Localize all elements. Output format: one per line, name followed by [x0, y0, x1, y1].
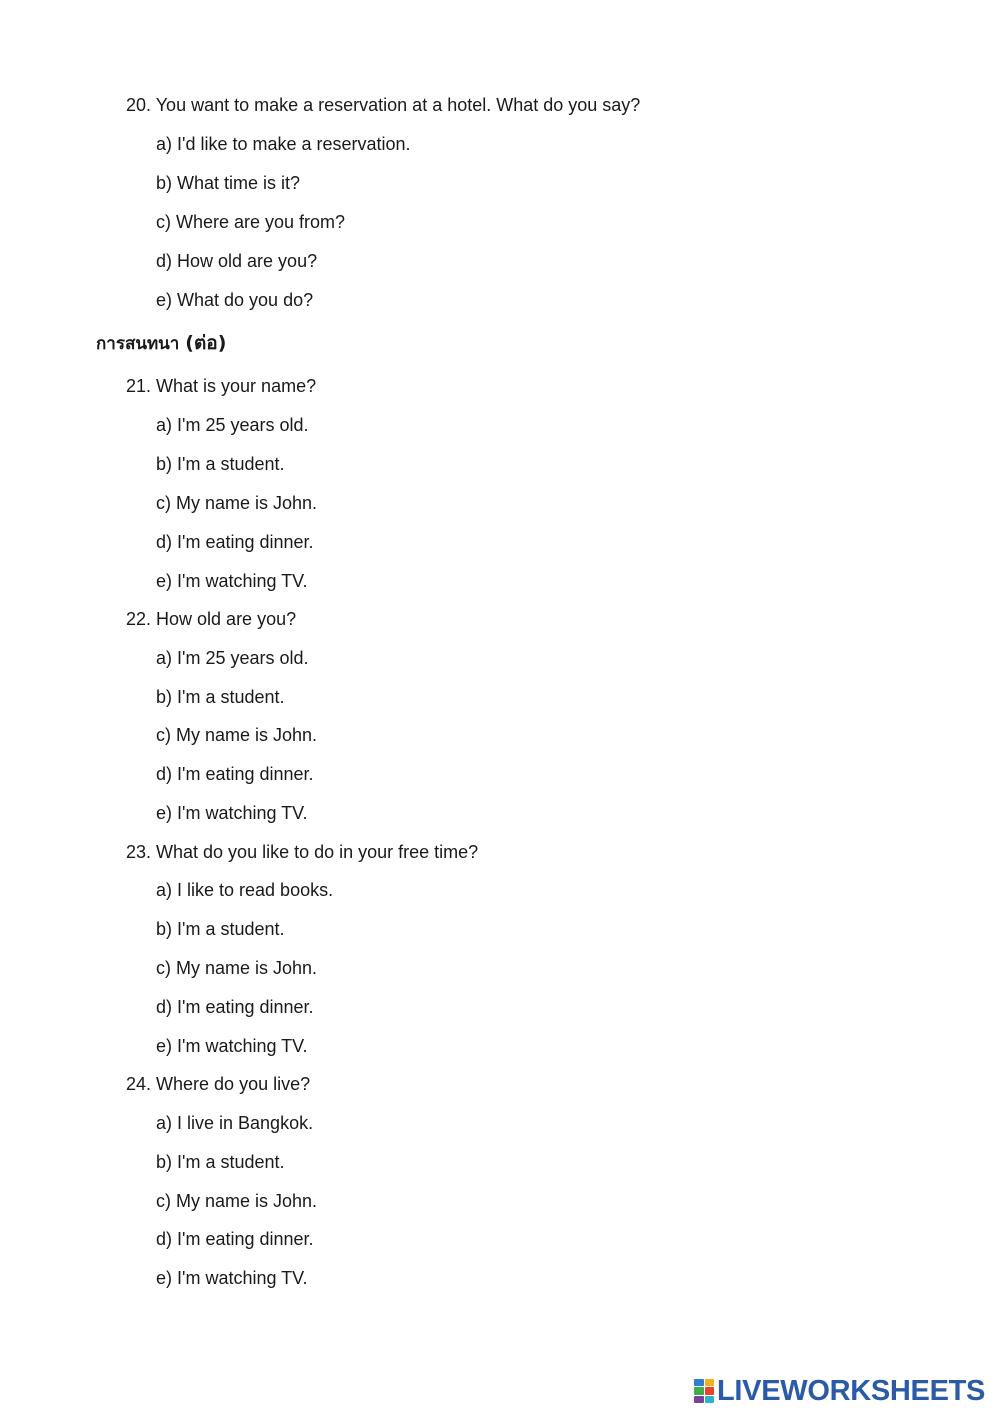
question-21-option-b[interactable]: b) I'm a student.: [156, 454, 285, 474]
question-23-option-e[interactable]: e) I'm watching TV.: [156, 1036, 308, 1056]
question-21-option-a[interactable]: a) I'm 25 years old.: [156, 415, 309, 435]
question-21-option-c[interactable]: c) My name is John.: [156, 493, 318, 513]
question-21-option-d[interactable]: d) I'm eating dinner.: [156, 532, 314, 552]
question-24-option-a[interactable]: a) I live in Bangkok.: [156, 1113, 314, 1133]
liveworksheets-logo-icon: [694, 1379, 714, 1403]
question-23-option-c[interactable]: c) My name is John.: [156, 958, 318, 978]
question-23: 23. What do you like to do in your free time?: [126, 842, 479, 862]
question-20-option-c[interactable]: c) Where are you from?: [156, 212, 346, 232]
section-heading-suffix: (ต่อ): [185, 332, 227, 354]
question-22-option-d[interactable]: d) I'm eating dinner.: [156, 764, 314, 784]
question-20: 20. You want to make a reservation at a hotel. What do you say?: [126, 95, 641, 115]
section-heading-text: การสนทนา: [96, 334, 180, 354]
question-20-option-e[interactable]: e) What do you do?: [156, 290, 314, 310]
question-22-option-e[interactable]: e) I'm watching TV.: [156, 803, 308, 823]
question-20-option-b[interactable]: b) What time is it?: [156, 173, 301, 193]
question-20-option-a[interactable]: a) I'd like to make a reservation.: [156, 134, 411, 154]
question-24-option-e[interactable]: e) I'm watching TV.: [156, 1268, 308, 1288]
question-23-option-b[interactable]: b) I'm a student.: [156, 919, 285, 939]
question-22: 22. How old are you?: [126, 609, 297, 629]
question-20-option-d[interactable]: d) How old are you?: [156, 251, 318, 271]
question-24-option-b[interactable]: b) I'm a student.: [156, 1152, 285, 1172]
liveworksheets-brand: [694, 1376, 985, 1406]
question-23-option-d[interactable]: d) I'm eating dinner.: [156, 997, 314, 1017]
question-23-option-a[interactable]: a) I like to read books.: [156, 880, 334, 900]
section-heading: [96, 331, 226, 356]
question-22-option-b[interactable]: b) I'm a student.: [156, 687, 285, 707]
question-24: 24. Where do you live?: [126, 1074, 311, 1094]
question-21: 21. What is your name?: [126, 376, 317, 396]
question-24-option-c[interactable]: c) My name is John.: [156, 1191, 318, 1211]
question-24-option-d[interactable]: d) I'm eating dinner.: [156, 1229, 314, 1249]
question-22-option-a[interactable]: a) I'm 25 years old.: [156, 648, 309, 668]
liveworksheets-wordmark: LIVEWORKSHEETS: [717, 1375, 986, 1407]
question-22-option-c[interactable]: c) My name is John.: [156, 725, 318, 745]
question-21-option-e[interactable]: e) I'm watching TV.: [156, 571, 308, 591]
